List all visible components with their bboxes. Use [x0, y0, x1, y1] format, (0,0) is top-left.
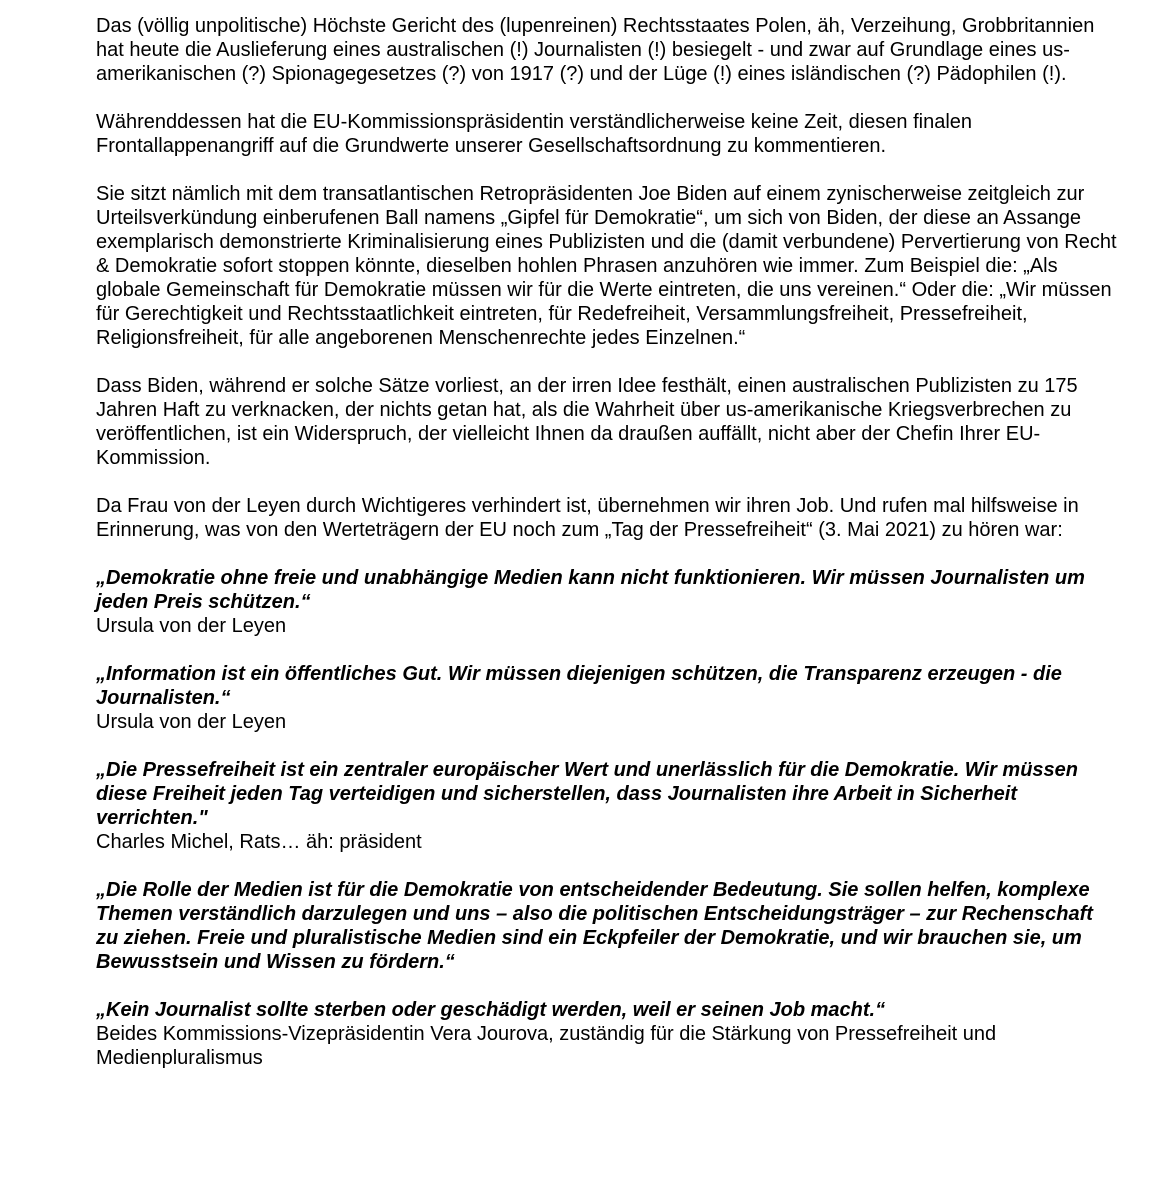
paragraph-press-freedom-day: Da Frau von der Leyen durch Wichtigeres verhindert ist, übernehmen wir ihren Job. Und rufen mal hilfsweise in Erinnerung, was von den Werteträgern der EU noch zum „Tag der Pressefreiheit“ (3. Mai 2021) zu hören war:: [96, 495, 1079, 541]
quote-block: [96, 878, 1117, 974]
quote-block: [96, 758, 1117, 854]
paragraph-democracy-summit: Sie sitzt nämlich mit dem transatlantischen Retropräsidenten Joe Biden auf einem zynischerweise zeitgleich zur Urteilsverkündung einberufenen Ball namens „Gipfel für Demokratie“, um sich von Biden, der diese an Assange exemplarisch demonstrierte Kriminalisierung eines Publizisten und die (damit verbundene) Pervertierung von Recht & Demokratie sofort stoppen könnte, dieselben hohlen Phrasen anzuhören wie immer. Zum Beispiel die: „Als globale Gemeinschaft für Demokratie müssen wir für die Werte eintreten, die uns vereinen.“ Oder die: „Wir müssen für Gerechtigkeit und Rechtsstaatlichkeit eintreten, für Redefreiheit, Versammlungsfreiheit, Pressefreiheit, Religionsfreiheit, für alle angeborenen Menschenrechte jedes Einzelnen.“: [96, 183, 1117, 349]
quote-text: „Kein Journalist sollte sterben oder geschädigt werden, weil er seinen Job macht.“: [96, 999, 886, 1021]
quote-attribution: Ursula von der Leyen: [96, 615, 287, 637]
quote-attribution: Beides Kommissions-Vizepräsidentin Vera Jourova, zuständig für die Stärkung von Pressefreiheit und Medienpluralismus: [96, 1023, 997, 1069]
quote-text: „Demokratie ohne freie und unabhängige Medien kann nicht funktionieren. Wir müssen Journalisten um jeden Preis schützen.“: [96, 567, 1085, 613]
paragraph-contradiction: Dass Biden, während er solche Sätze vorliest, an der irren Idee festhält, einen australischen Publizisten zu 175 Jahren Haft zu verknacken, der nichts getan hat, als die Wahrheit über us-amerikanische Kriegsverbrechen zu veröffentlichen, ist ein Widerspruch, der vielleicht Ihnen da draußen auffällt, nicht aber der Chefin Ihrer EU-Kommission.: [96, 375, 1078, 469]
quote-attribution: Charles Michel, Rats… äh: präsident: [96, 831, 422, 853]
paragraph-commission-president: Währenddessen hat die EU-Kommissionspräsidentin verständlicherweise keine Zeit, diesen finalen Frontallappenangriff auf die Grundwerte unserer Gesellschaftsordnung zu kommentieren.: [96, 111, 973, 157]
quote-text: „Die Rolle der Medien ist für die Demokratie von entscheidender Bedeutung. Sie sollen helfen, komplexe Themen verständlich darzulegen und uns – also die politischen Entscheidungsträger – zur Rechenschaft zu ziehen. Freie und pluralistische Medien sind ein Eckpfeiler der Demokratie, und wir brauchen sie, um Bewusstsein und Wissen zu fördern.“: [96, 879, 1093, 973]
quote-block: [96, 998, 1117, 1070]
quote-block: [96, 662, 1117, 734]
quote-attribution: Ursula von der Leyen: [96, 711, 287, 733]
quote-text: „Information ist ein öffentliches Gut. Wir müssen diejenigen schützen, die Transparenz erzeugen - die Journalisten.“: [96, 663, 1062, 709]
paragraph-extradition: Das (völlig unpolitische) Höchste Gericht des (lupenreinen) Rechtsstaates Polen, äh, Verzeihung, Grobbritannien hat heute die Auslieferung eines australischen (!) Journalisten (!) besiegelt - und zwar auf Grundlage eines us-amerikanischen (?) Spionagegesetzes (?) von 1917 (?) und der Lüge (!) eines isländischen (?) Pädophilen (!).: [96, 15, 1095, 85]
quote-text: „Die Pressefreiheit ist ein zentraler europäischer Wert und unerlässlich für die Demokratie. Wir müssen diese Freiheit jeden Tag verteidigen und sicherstellen, dass Journalisten ihre Arbeit in Sicherheit verrichten.": [96, 759, 1078, 829]
quote-block: [96, 566, 1117, 638]
